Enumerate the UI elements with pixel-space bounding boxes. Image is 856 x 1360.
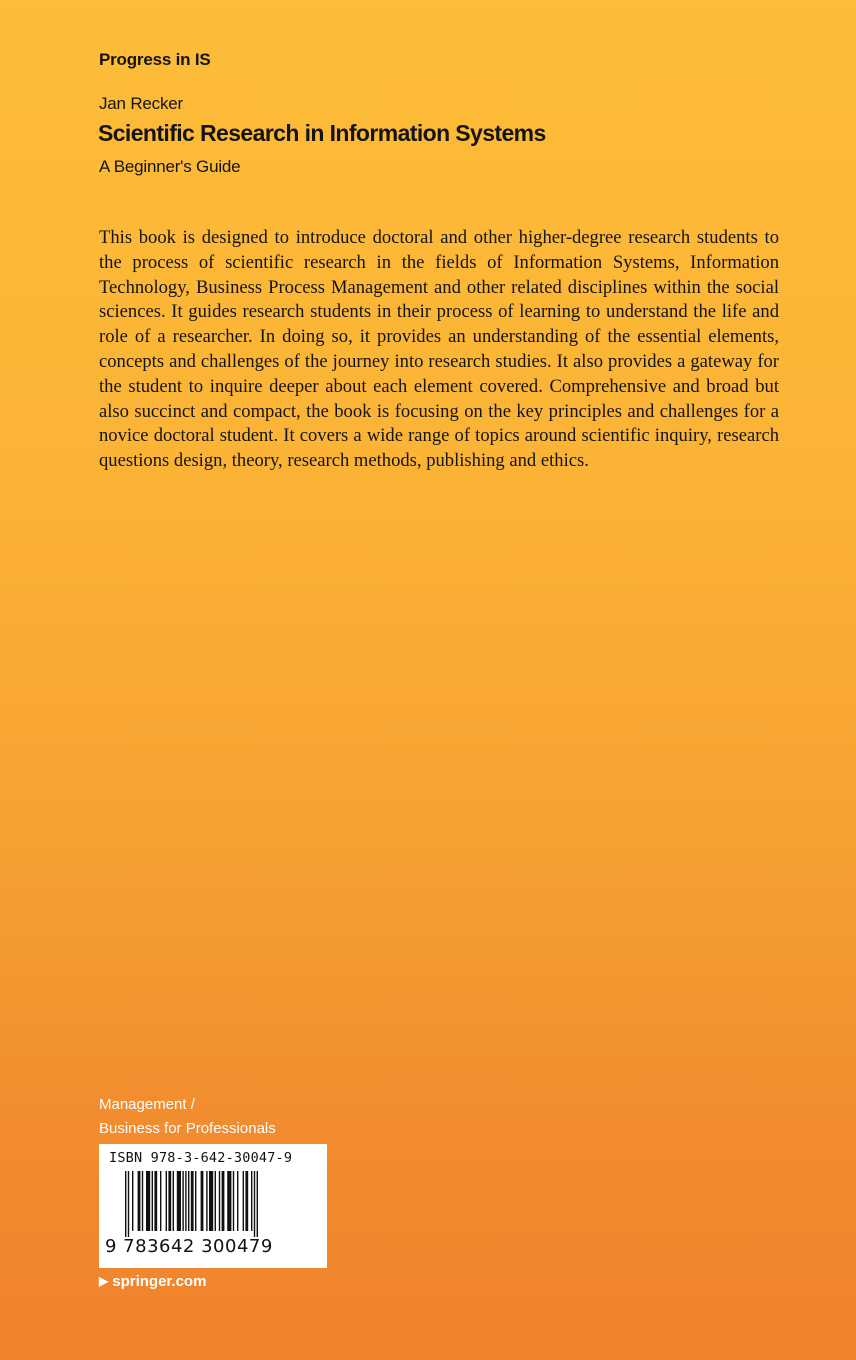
isbn-label: ISBN 978-3-642-30047-9: [109, 1150, 293, 1166]
book-subtitle: A Beginner's Guide: [99, 157, 241, 176]
category-line-1: Management /: [99, 1096, 195, 1113]
author-name: Jan Recker: [99, 94, 183, 113]
publisher-website[interactable]: [99, 1273, 206, 1290]
publisher-url[interactable]: springer.com: [112, 1273, 207, 1290]
isbn-barcode: [99, 1144, 327, 1268]
book-title: Scientific Research in Information Systems: [98, 120, 546, 146]
barcode-bars: [125, 1171, 303, 1237]
triangle-right-icon: ▶: [99, 1274, 109, 1288]
barcode-digits: 9 783642 300479: [105, 1236, 273, 1257]
book-description: This book is designed to introduce doctoral and other higher-degree research students to the process of scientific research in the fields of Information Systems, Information Technology, Business Process Management and other related disciplines within the social sciences. It guides research students in their process of learning to understand the life and role of a researcher. In doing so, it provides an understanding of the essential elements, concepts and challenges of the journey into research studies. It also provides a gateway for the student to inquire deeper about each element covered. Comprehensive and broad but also succinct and compact, the book is focusing on the key principles and challenges for a novice doctoral student. It covers a wide range of topics around scientific inquiry, research questions design, theory, research methods, publishing and ethics.: [99, 227, 779, 472]
subject-category: [99, 1093, 276, 1141]
series-name: Progress in IS: [99, 50, 211, 69]
category-line-2: Business for Professionals: [99, 1120, 276, 1137]
